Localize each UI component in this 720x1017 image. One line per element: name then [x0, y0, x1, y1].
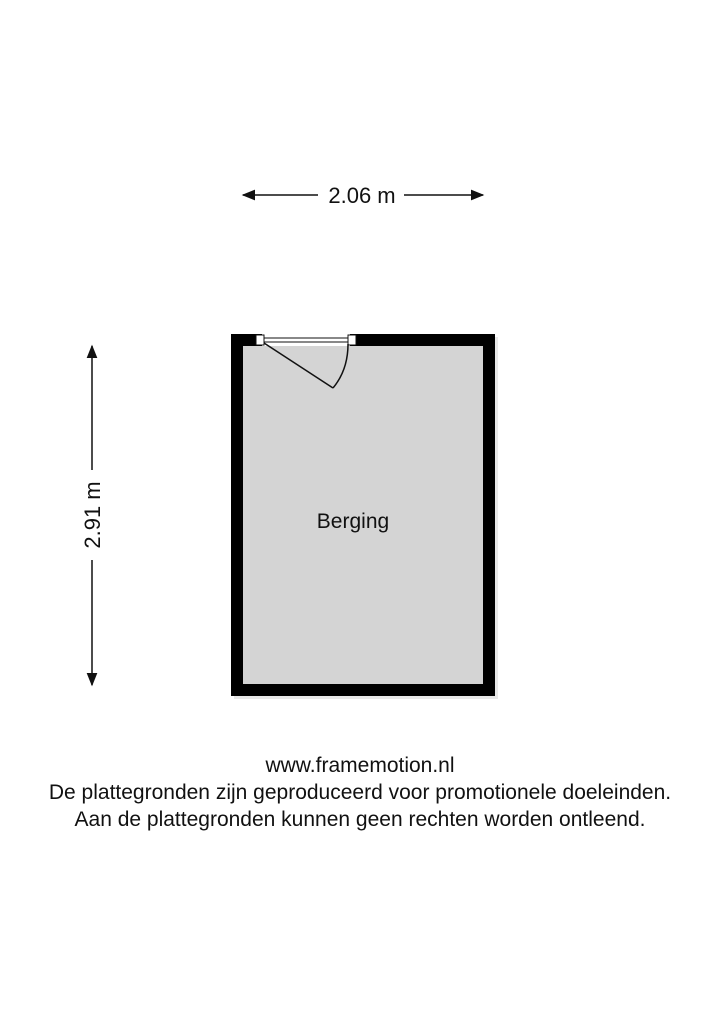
width-dimension: [243, 183, 483, 208]
room-berging: [231, 334, 498, 699]
door-opening: [262, 334, 350, 346]
door-jamb-left: [256, 335, 264, 345]
height-dimension-label: 2.91 m: [80, 481, 105, 549]
website-link[interactable]: www.framemotion.nl: [265, 754, 455, 777]
door-jamb-right: [348, 335, 356, 345]
disclaimer-line-1: De plattegronden zijn geproduceerd voor promotionele doeleinden.: [48, 781, 672, 804]
height-dimension: [80, 346, 105, 685]
disclaimer-line-2: Aan de plattegronden kunnen geen rechten worden ontleend.: [74, 808, 646, 831]
footer: [0, 752, 720, 833]
width-dimension-label: 2.06 m: [328, 183, 396, 208]
room-label: Berging: [316, 510, 390, 533]
